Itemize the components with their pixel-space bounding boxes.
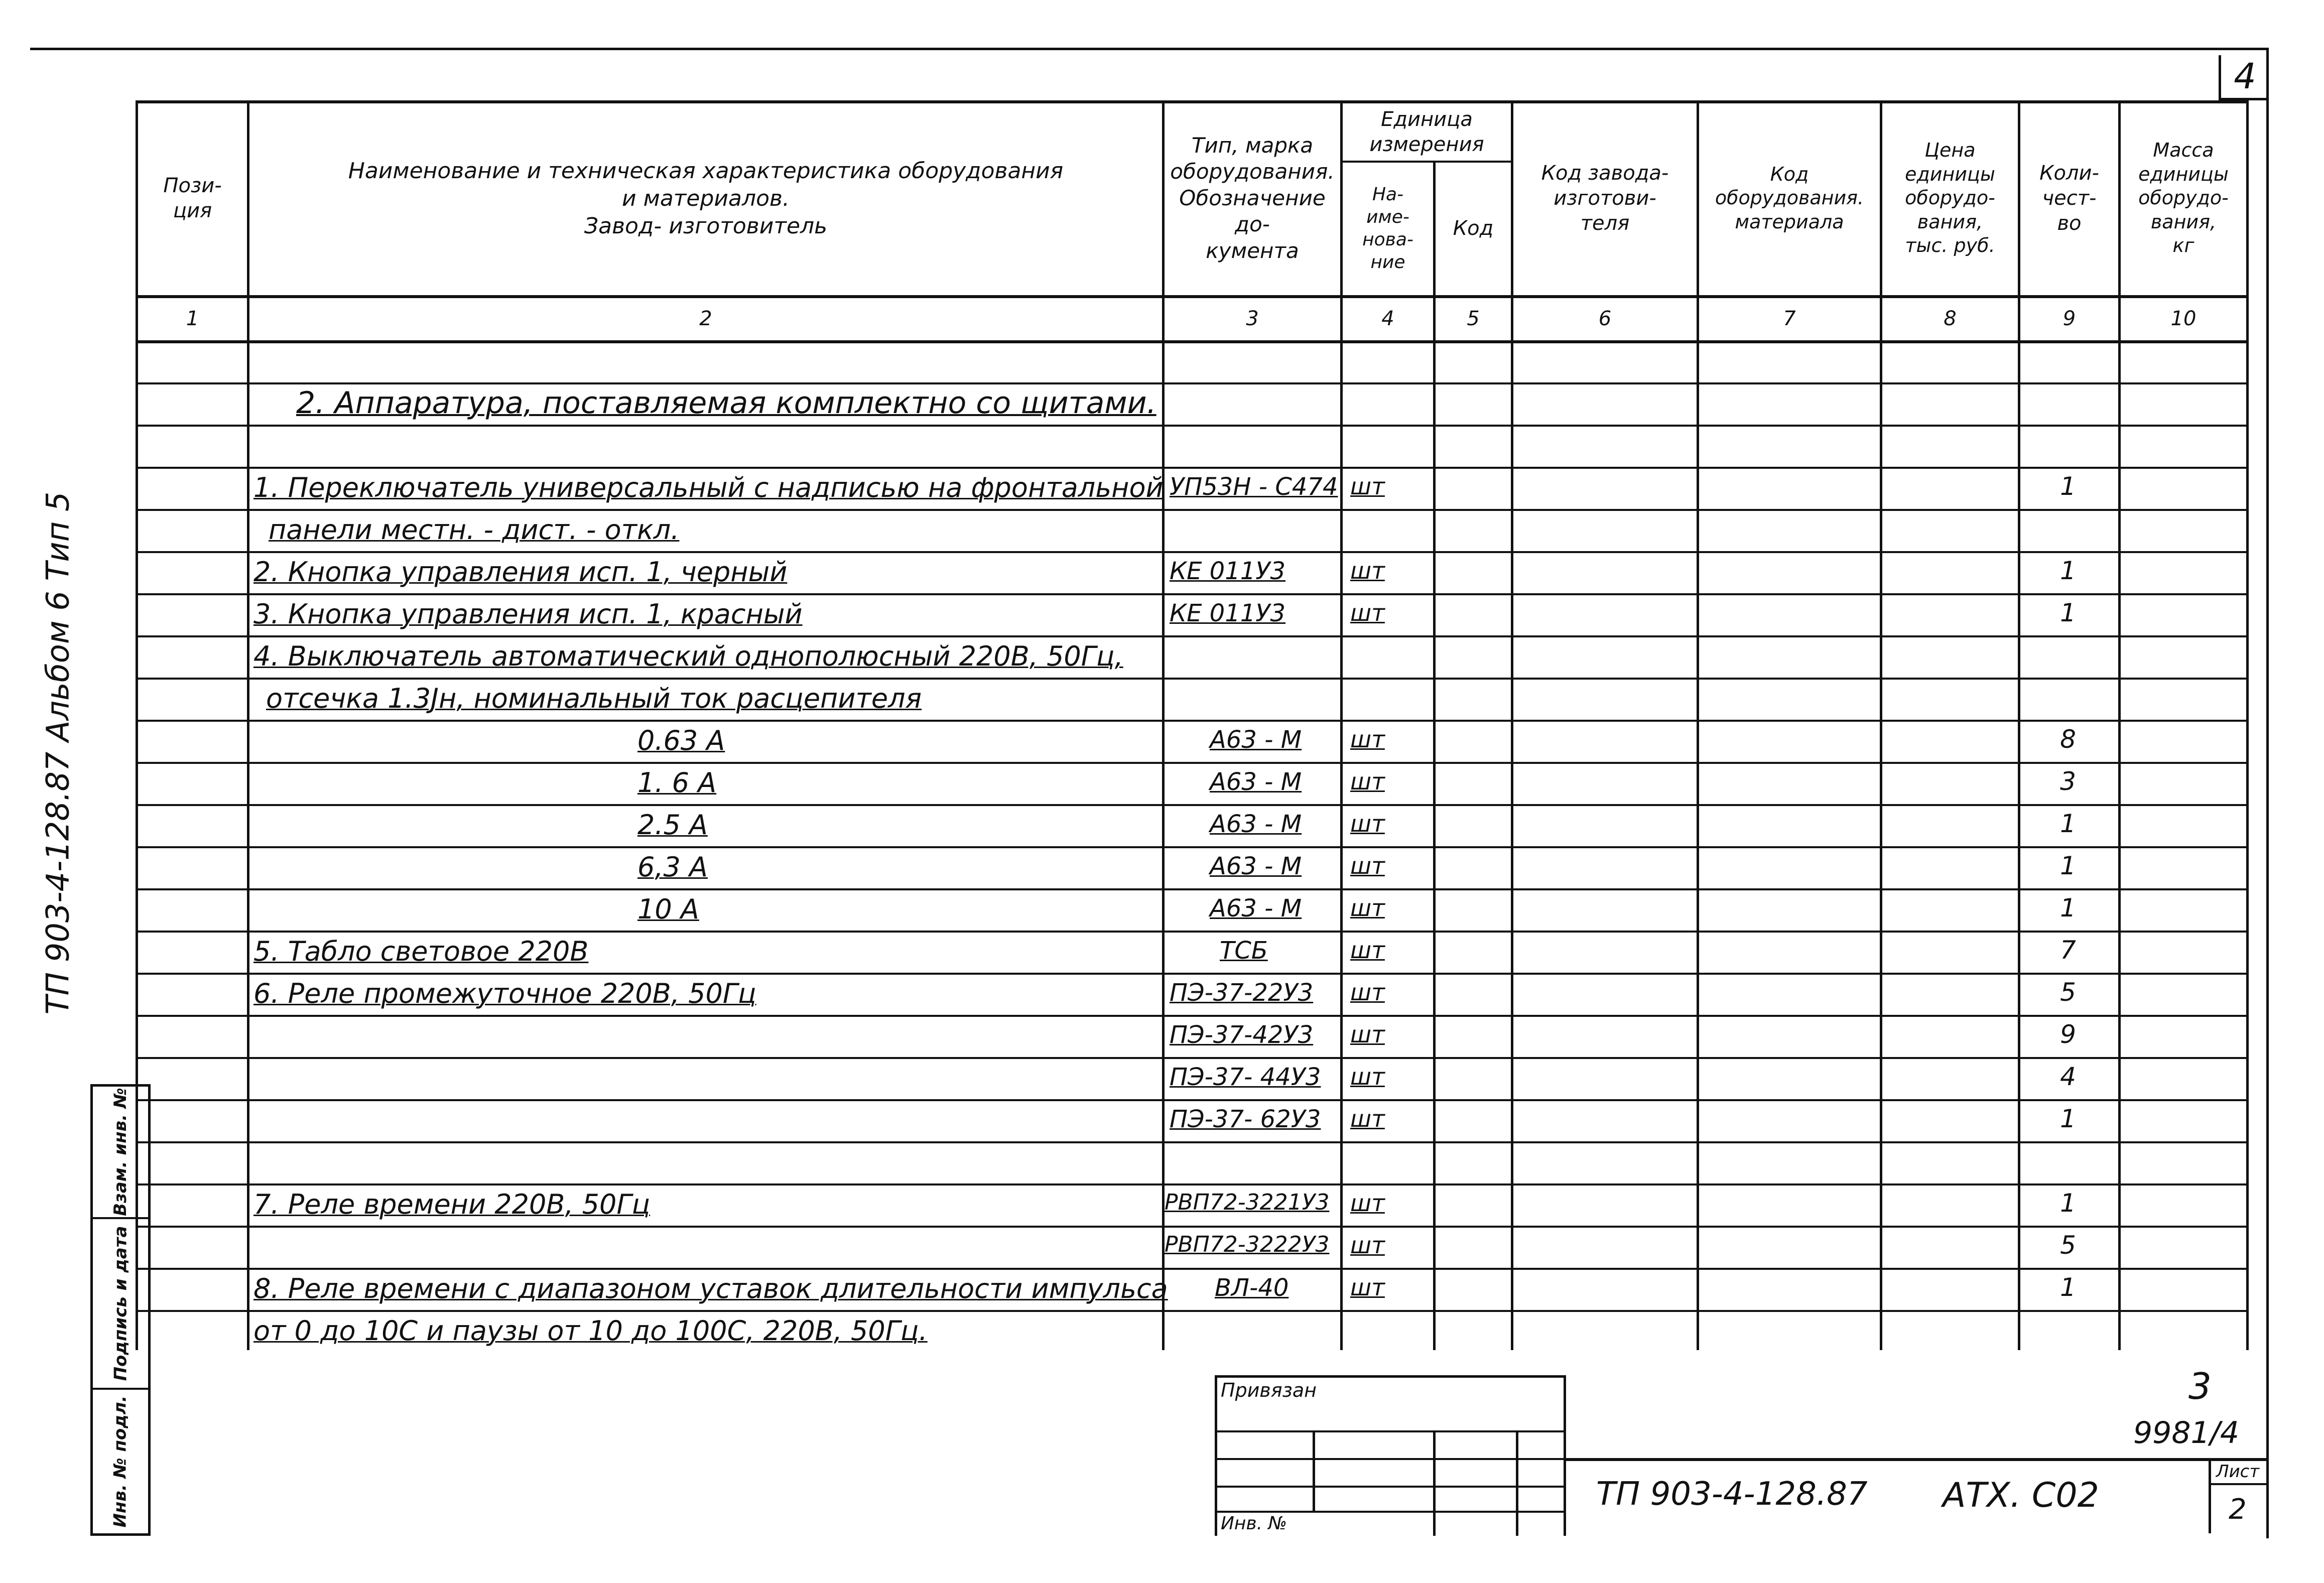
row-7-type: А63 - М (1210, 726, 1302, 754)
stamp-line (1215, 1430, 1566, 1432)
list-box-line (2209, 1458, 2211, 1533)
row-12-unit: шт (1350, 937, 1385, 964)
row-line (136, 551, 2249, 553)
header-mass: Масса единицы оборудо- вания, кг (2138, 139, 2229, 257)
row-3-qty: 1 (2060, 556, 2076, 585)
row-11-qty: 1 (2060, 893, 2076, 922)
row-16-type: ПЭ-37- 62У3 (1170, 1105, 1321, 1133)
colnum-5: 5 (1467, 307, 1480, 330)
colnum-3: 3 (1246, 307, 1259, 330)
page-number: 4 (2234, 56, 2256, 97)
row-8-unit: шт (1350, 768, 1385, 795)
row-line (136, 1141, 2249, 1143)
list-label: Лист (2216, 1462, 2260, 1482)
header-type: Тип, марка оборудования. Обозначение до- кумента (1170, 133, 1335, 263)
row-line (136, 1099, 2249, 1101)
row-line (136, 509, 2249, 511)
row-line (136, 467, 2249, 469)
row-line (136, 593, 2249, 595)
row-3-unit: шт (1350, 557, 1385, 584)
colnum-4: 4 (1381, 307, 1394, 330)
row-10-name: 6,3 А (637, 851, 708, 883)
row-20-name: 8. Реле времени с диапазоном уставок длительности импульса (253, 1273, 1168, 1304)
stamp-line (1215, 1486, 1566, 1488)
list-box-line (2209, 1483, 2269, 1485)
row-line (136, 804, 2249, 806)
row-line (136, 846, 2249, 848)
row-4-unit: шт (1350, 599, 1385, 626)
row-7-qty: 8 (2060, 725, 2076, 754)
row-18-qty: 1 (2060, 1189, 2076, 1218)
row-line (136, 635, 2249, 637)
unit-subheader-line (1340, 161, 1511, 163)
row-line (136, 973, 2249, 975)
row-13-qty: 5 (2060, 978, 2076, 1007)
row-line (136, 720, 2249, 722)
stamp-inv-label: Инв. № (1221, 1513, 1287, 1534)
row-line (136, 678, 2249, 680)
strip-label-replacement: Взам. инв. № (110, 1088, 131, 1216)
row-line (136, 931, 2249, 933)
equipment-table (136, 100, 2249, 1350)
row-11-name: 10 А (637, 893, 699, 925)
inventory-number: 9981/4 (2133, 1415, 2240, 1450)
row-11-type: А63 - М (1210, 894, 1302, 922)
stamp-col (1516, 1430, 1518, 1536)
row-1-type: УП53Н - С474 (1170, 473, 1338, 501)
row-15-unit: шт (1350, 1063, 1385, 1090)
row-19-type: РВП72-3222У3 (1165, 1232, 1330, 1257)
row-20-type: ВЛ-40 (1215, 1274, 1289, 1302)
row-line (136, 888, 2249, 890)
row-7-name: 0.63 А (637, 725, 725, 756)
doc-mark: АТХ. С02 (1943, 1476, 2099, 1515)
strip-label-inventory: Инв. № подл. (110, 1395, 131, 1528)
header-position: Пози- ция (163, 174, 222, 222)
row-15-type: ПЭ-37- 44У3 (1170, 1063, 1321, 1091)
row-13-name: 6. Реле промежуточное 220В, 50Гц (253, 978, 756, 1009)
header-material-code: Код оборудования. материала (1715, 163, 1864, 233)
row-8-type: А63 - М (1210, 768, 1302, 796)
row-19-unit: шт (1350, 1232, 1385, 1259)
row-3-type: КЕ 011У3 (1170, 557, 1286, 585)
row-4-qty: 1 (2060, 598, 2076, 627)
row-6-name: отсечка 1.3Jн, номинальный ток расцепителя (266, 683, 922, 714)
row-18-name: 7. Реле времени 220В, 50Гц (253, 1189, 651, 1220)
colnum-7: 7 (1783, 307, 1796, 330)
row-18-type: РВП72-3221У3 (1165, 1190, 1330, 1215)
row-9-unit: шт (1350, 810, 1385, 837)
header-name: Наименование и техническая характеристика оборудования и материалов. Завод- изготовитель (348, 158, 1064, 239)
doc-code: ТП 903-4-128.87 (1596, 1476, 1868, 1513)
row-1-qty: 1 (2060, 472, 2076, 501)
row-12-type: ТСБ (1220, 937, 1268, 965)
header-price: Цена единицы оборудо- вания, тыс. руб. (1905, 139, 1995, 257)
strip-cell-inventory (93, 1390, 148, 1533)
stamp-col (1313, 1430, 1315, 1511)
row-13-unit: шт (1350, 979, 1385, 1006)
colnum-8: 8 (1944, 307, 1957, 330)
colnum-6: 6 (1598, 307, 1612, 330)
row-13-type: ПЭ-37-22У3 (1170, 979, 1314, 1007)
stamp-col (1433, 1430, 1436, 1536)
row-1-unit: шт (1350, 473, 1385, 500)
row-12-qty: 7 (2060, 936, 2076, 965)
header-quantity: Коли- чест- во (2039, 162, 2099, 235)
row-14-qty: 9 (2060, 1020, 2076, 1049)
row-line (136, 425, 2249, 427)
row-line (136, 1226, 2249, 1228)
sheet-index: 3 (2188, 1365, 2212, 1407)
row-18-unit: шт (1350, 1190, 1385, 1217)
header-factory-code: Код завода- изготови- теля (1541, 162, 1669, 235)
page-number-box (2219, 55, 2269, 100)
row-2-name: панели местн. - дист. - откл. (269, 514, 680, 546)
row-line (136, 1310, 2249, 1312)
row-9-name: 2.5 А (637, 809, 708, 841)
header-unit: Единица измерения (1369, 107, 1484, 156)
row-10-unit: шт (1350, 852, 1385, 879)
row-15-qty: 4 (2060, 1062, 2076, 1091)
row-line (136, 1057, 2249, 1059)
row-21-name: от 0 до 10С и паузы от 10 до 100С, 220В, 50Гц. (253, 1315, 928, 1347)
row-line (136, 382, 2249, 384)
section-title: 2. Аппаратура, поставляемая комплектно со щитами. (296, 385, 1156, 421)
row-16-qty: 1 (2060, 1104, 2076, 1133)
row-3-name: 2. Кнопка управления исп. 1, черный (253, 556, 788, 588)
row-7-unit: шт (1350, 726, 1385, 753)
row-line (136, 1268, 2249, 1270)
row-19-qty: 5 (2060, 1231, 2076, 1260)
colnum-10: 10 (2170, 307, 2197, 330)
row-20-unit: шт (1350, 1274, 1385, 1301)
row-4-name: 3. Кнопка управления исп. 1, красный (253, 598, 803, 630)
list-number: 2 (2229, 1493, 2247, 1526)
stamp-line (1215, 1511, 1566, 1513)
stamp-privyazan-label: Привязан (1221, 1379, 1317, 1401)
row-16-unit: шт (1350, 1105, 1385, 1132)
table-border-right (2246, 100, 2249, 1350)
header-unit-code: Код (1453, 217, 1494, 240)
row-10-type: А63 - М (1210, 852, 1302, 880)
row-14-unit: шт (1350, 1021, 1385, 1048)
colnum-1: 1 (186, 307, 199, 330)
row-10-qty: 1 (2060, 851, 2076, 880)
row-9-qty: 1 (2060, 809, 2076, 838)
row-1-name: 1. Переключатель универсальный с надписью на фронтальной (253, 472, 1164, 503)
row-8-name: 1. 6 А (637, 767, 717, 799)
row-9-type: А63 - М (1210, 810, 1302, 838)
row-20-qty: 1 (2060, 1273, 2076, 1302)
row-line (136, 762, 2249, 764)
title-block-line (1566, 1458, 2269, 1461)
colnum-2: 2 (699, 307, 712, 330)
row-4-type: КЕ 011У3 (1170, 599, 1286, 627)
colnum-9: 9 (2062, 307, 2076, 330)
row-12-name: 5. Табло световое 220В (253, 936, 589, 967)
row-5-name: 4. Выключатель автоматический однополюсный 220В, 50Гц, (253, 640, 1123, 672)
stamp-line (1215, 1458, 1566, 1460)
row-line (136, 1183, 2249, 1185)
side-document-code (30, 477, 85, 1029)
strip-label-signature: Подпись и дата (110, 1226, 131, 1381)
row-line (136, 1015, 2249, 1017)
row-8-qty: 3 (2060, 767, 2076, 796)
side-code-text: ТП 903-4-128.87 Альбом 6 Тип 5 (39, 491, 76, 1014)
header-unit-name: На- име- нова- ние (1362, 184, 1413, 273)
row-14-type: ПЭ-37-42У3 (1170, 1021, 1314, 1049)
row-11-unit: шт (1350, 894, 1385, 921)
